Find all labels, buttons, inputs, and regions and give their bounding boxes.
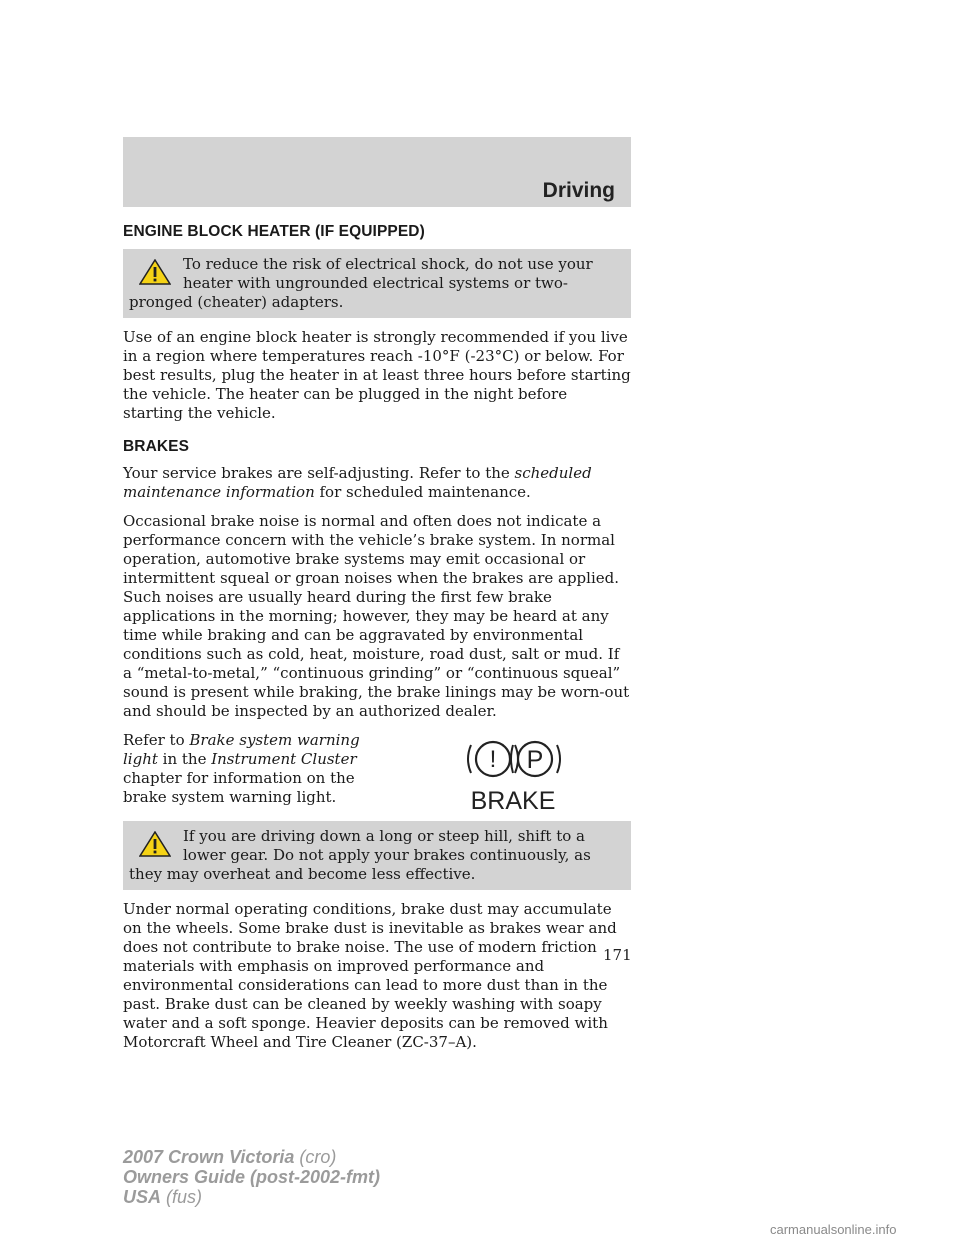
- brakes-paragraph-2: Occasional brake noise is normal and often does not indicate a performance concern with the vehicle’s brake system. In normal operation, automotive brake systems may emit occasional or intermittent squeal or groan noises when the brakes are applied. Such noises are usually heard during the first few brake applications in the morning; however, they may be heard at any time while braking and can be aggravated by environmental conditions such as cold, heat, moisture, road dust, salt or mud. If a “metal-to-metal,” “continuous grinding” or “continuous squeal” sound is present while braking, the brake linings may be worn-out and should be inspected by an authorized dealer.: [123, 512, 630, 720]
- brake-system-warning-ref: Brake system warning light: [123, 731, 360, 768]
- section-title: Driving: [542, 179, 615, 202]
- svg-text:!: !: [489, 746, 497, 773]
- page-content: [123, 222, 631, 1062]
- document-footer: 2007 Crown Victoria (cro) Owners Guide (post-2002-fmt) USA (fus): [123, 1147, 381, 1207]
- site-watermark: carmanualsonline.info: [770, 1222, 897, 1237]
- brakes-warning: [123, 821, 631, 890]
- page-number: 171: [603, 946, 632, 964]
- warning-triangle-icon: [139, 831, 171, 857]
- scheduled-maintenance-ref: scheduled maintenance information: [123, 464, 592, 501]
- engine-block-body: Use of an engine block heater is strongly recommended if you live in a region where temperatures reach -10°F (-23°C) or below. For best results, plug the heater in at least three hours before starting the vehicle. The heater can be plugged in the night before starting the vehicle.: [123, 328, 631, 422]
- brakes-paragraph-3: Refer to Brake system warning light in the Instrument Cluster chapter for information on the brake system warning light.: [123, 731, 360, 806]
- brakes-paragraph-1: Your service brakes are self-adjusting. Refer to the scheduled maintenance information for scheduled maintenance.: [123, 464, 592, 501]
- brakes-paragraph-4: Under normal operating conditions, brake dust may accumulate on the wheels. Some brake dust is inevitable as brakes wear and does not contribute to brake noise. The use of modern friction materials with emphasis on improved performance and environmental considerations can lead to more dust than in the past. Brake dust can be cleaned by weekly washing with soapy water and a soft sponge. Heavier deposits can be removed with Motorcraft Wheel and Tire Cleaner (ZC-37–A).: [123, 900, 617, 1051]
- engine-block-warning: [123, 249, 631, 318]
- brake-warning-light-row: [123, 731, 631, 813]
- instrument-cluster-ref: Instrument Cluster: [211, 750, 357, 768]
- svg-text:BRAKE: BRAKE: [470, 787, 556, 813]
- section-header: [123, 137, 631, 207]
- warning-triangle-icon: [139, 259, 171, 285]
- engine-block-heading: ENGINE BLOCK HEATER (IF EQUIPPED): [123, 223, 425, 240]
- brakes-heading: BRAKES: [123, 438, 190, 455]
- engine-block-warning-text: To reduce the risk of electrical shock, do not use your heater with ungrounded electrical systems or two-pronged (cheater) adapters.: [129, 255, 593, 311]
- brakes-warning-text: If you are driving down a long or steep hill, shift to a lower gear. Do not apply your brakes continuously, as they may overheat and become less effective.: [129, 827, 591, 883]
- svg-text:P: P: [526, 746, 544, 774]
- brake-warning-icon: [463, 737, 563, 813]
